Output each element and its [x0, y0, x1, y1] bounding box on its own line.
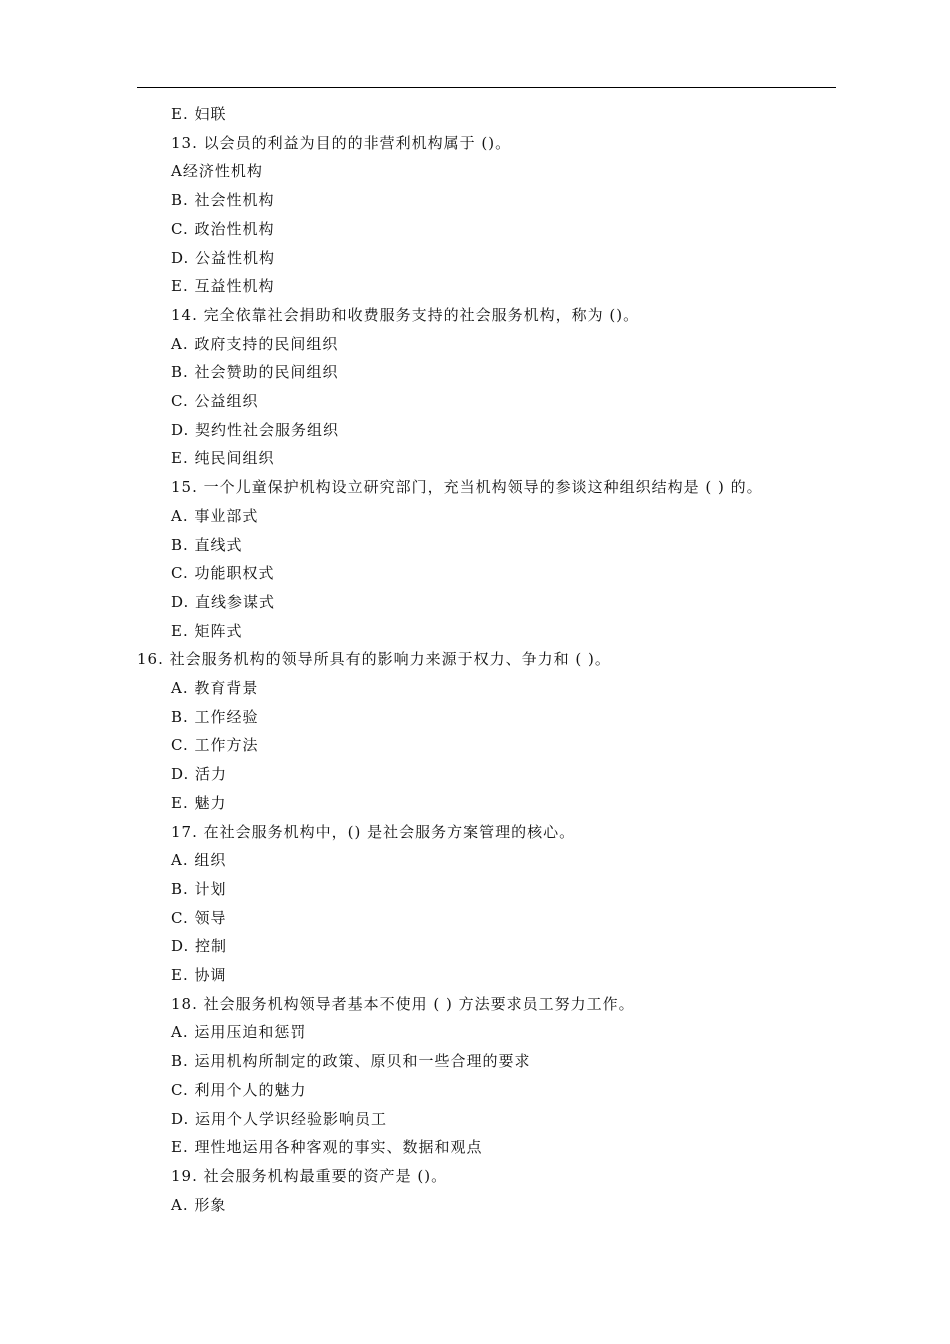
text-line: E. 理性地运用各种客观的事实、数据和观点	[171, 1138, 483, 1157]
text-line: A. 政府支持的民间组织	[171, 334, 339, 353]
text-line: D. 活力	[171, 765, 228, 784]
text-line: B. 直线式	[171, 535, 243, 554]
text-line: D. 控制	[171, 937, 228, 956]
text-line: C. 公益组织	[171, 392, 259, 410]
header-rule	[137, 87, 836, 88]
text-line: B. 社会赞助的民间组织	[171, 363, 339, 382]
text-line: 13. 以会员的利益为目的的非营利机构属于 ()。	[171, 133, 512, 152]
text-line: E. 矩阵式	[171, 621, 243, 640]
text-line: D. 直线参谋式	[171, 592, 276, 611]
text-line: C. 领导	[171, 908, 227, 927]
text-line: E. 魅力	[171, 793, 227, 812]
text-line: A. 事业部式	[171, 506, 259, 525]
text-line: E. 妇联	[171, 105, 227, 123]
text-line: A. 运用压迫和惩罚	[171, 1023, 307, 1042]
text-line: A. 教育背景	[171, 679, 259, 697]
text-line: B. 社会性机构	[171, 191, 275, 210]
text-line: D. 运用个人学识经验影响员工	[171, 1109, 388, 1128]
text-line: E. 互益性机构	[171, 277, 275, 296]
text-line: D. 契约性社会服务组织	[171, 420, 340, 439]
text-line: B. 工作经验	[171, 707, 259, 726]
text-line: C. 工作方法	[171, 736, 259, 755]
text-line: A. 形象	[171, 1195, 227, 1214]
text-line: C. 利用个人的魅力	[171, 1080, 307, 1099]
text-line: 16. 社会服务机构的领导所具有的影响力来源于权力、争力和 ( )。	[137, 650, 611, 669]
text-line: E. 协调	[171, 966, 227, 984]
text-line: 15. 一个儿童保护机构设立研究部门，充当机构领导的参谈这种组织结构是 ( ) 的。	[171, 478, 763, 497]
text-line: A. 组织	[171, 851, 227, 870]
text-line: C. 政治性机构	[171, 219, 275, 238]
text-line: 18. 社会服务机构领导者基本不使用 ( ) 方法要求员工努力工作。	[171, 994, 635, 1013]
text-line: E. 纯民间组织	[171, 449, 275, 468]
text-line: 19. 社会服务机构最重要的资产是 ()。	[171, 1166, 448, 1185]
text-line: 14. 完全依靠社会捐助和收费服务支持的社会服务机构，称为 ()。	[171, 305, 640, 324]
text-line: C. 功能职权式	[171, 564, 275, 583]
text-line: B. 计划	[171, 879, 227, 898]
text-line: B. 运用机构所制定的政策、原贝和一些合理的要求	[171, 1052, 531, 1071]
text-line: 17. 在社会服务机构中，() 是社会服务方案管理的核心。	[171, 822, 576, 841]
text-line: A经济性机构	[171, 162, 263, 181]
text-line: D. 公益性机构	[171, 248, 276, 267]
